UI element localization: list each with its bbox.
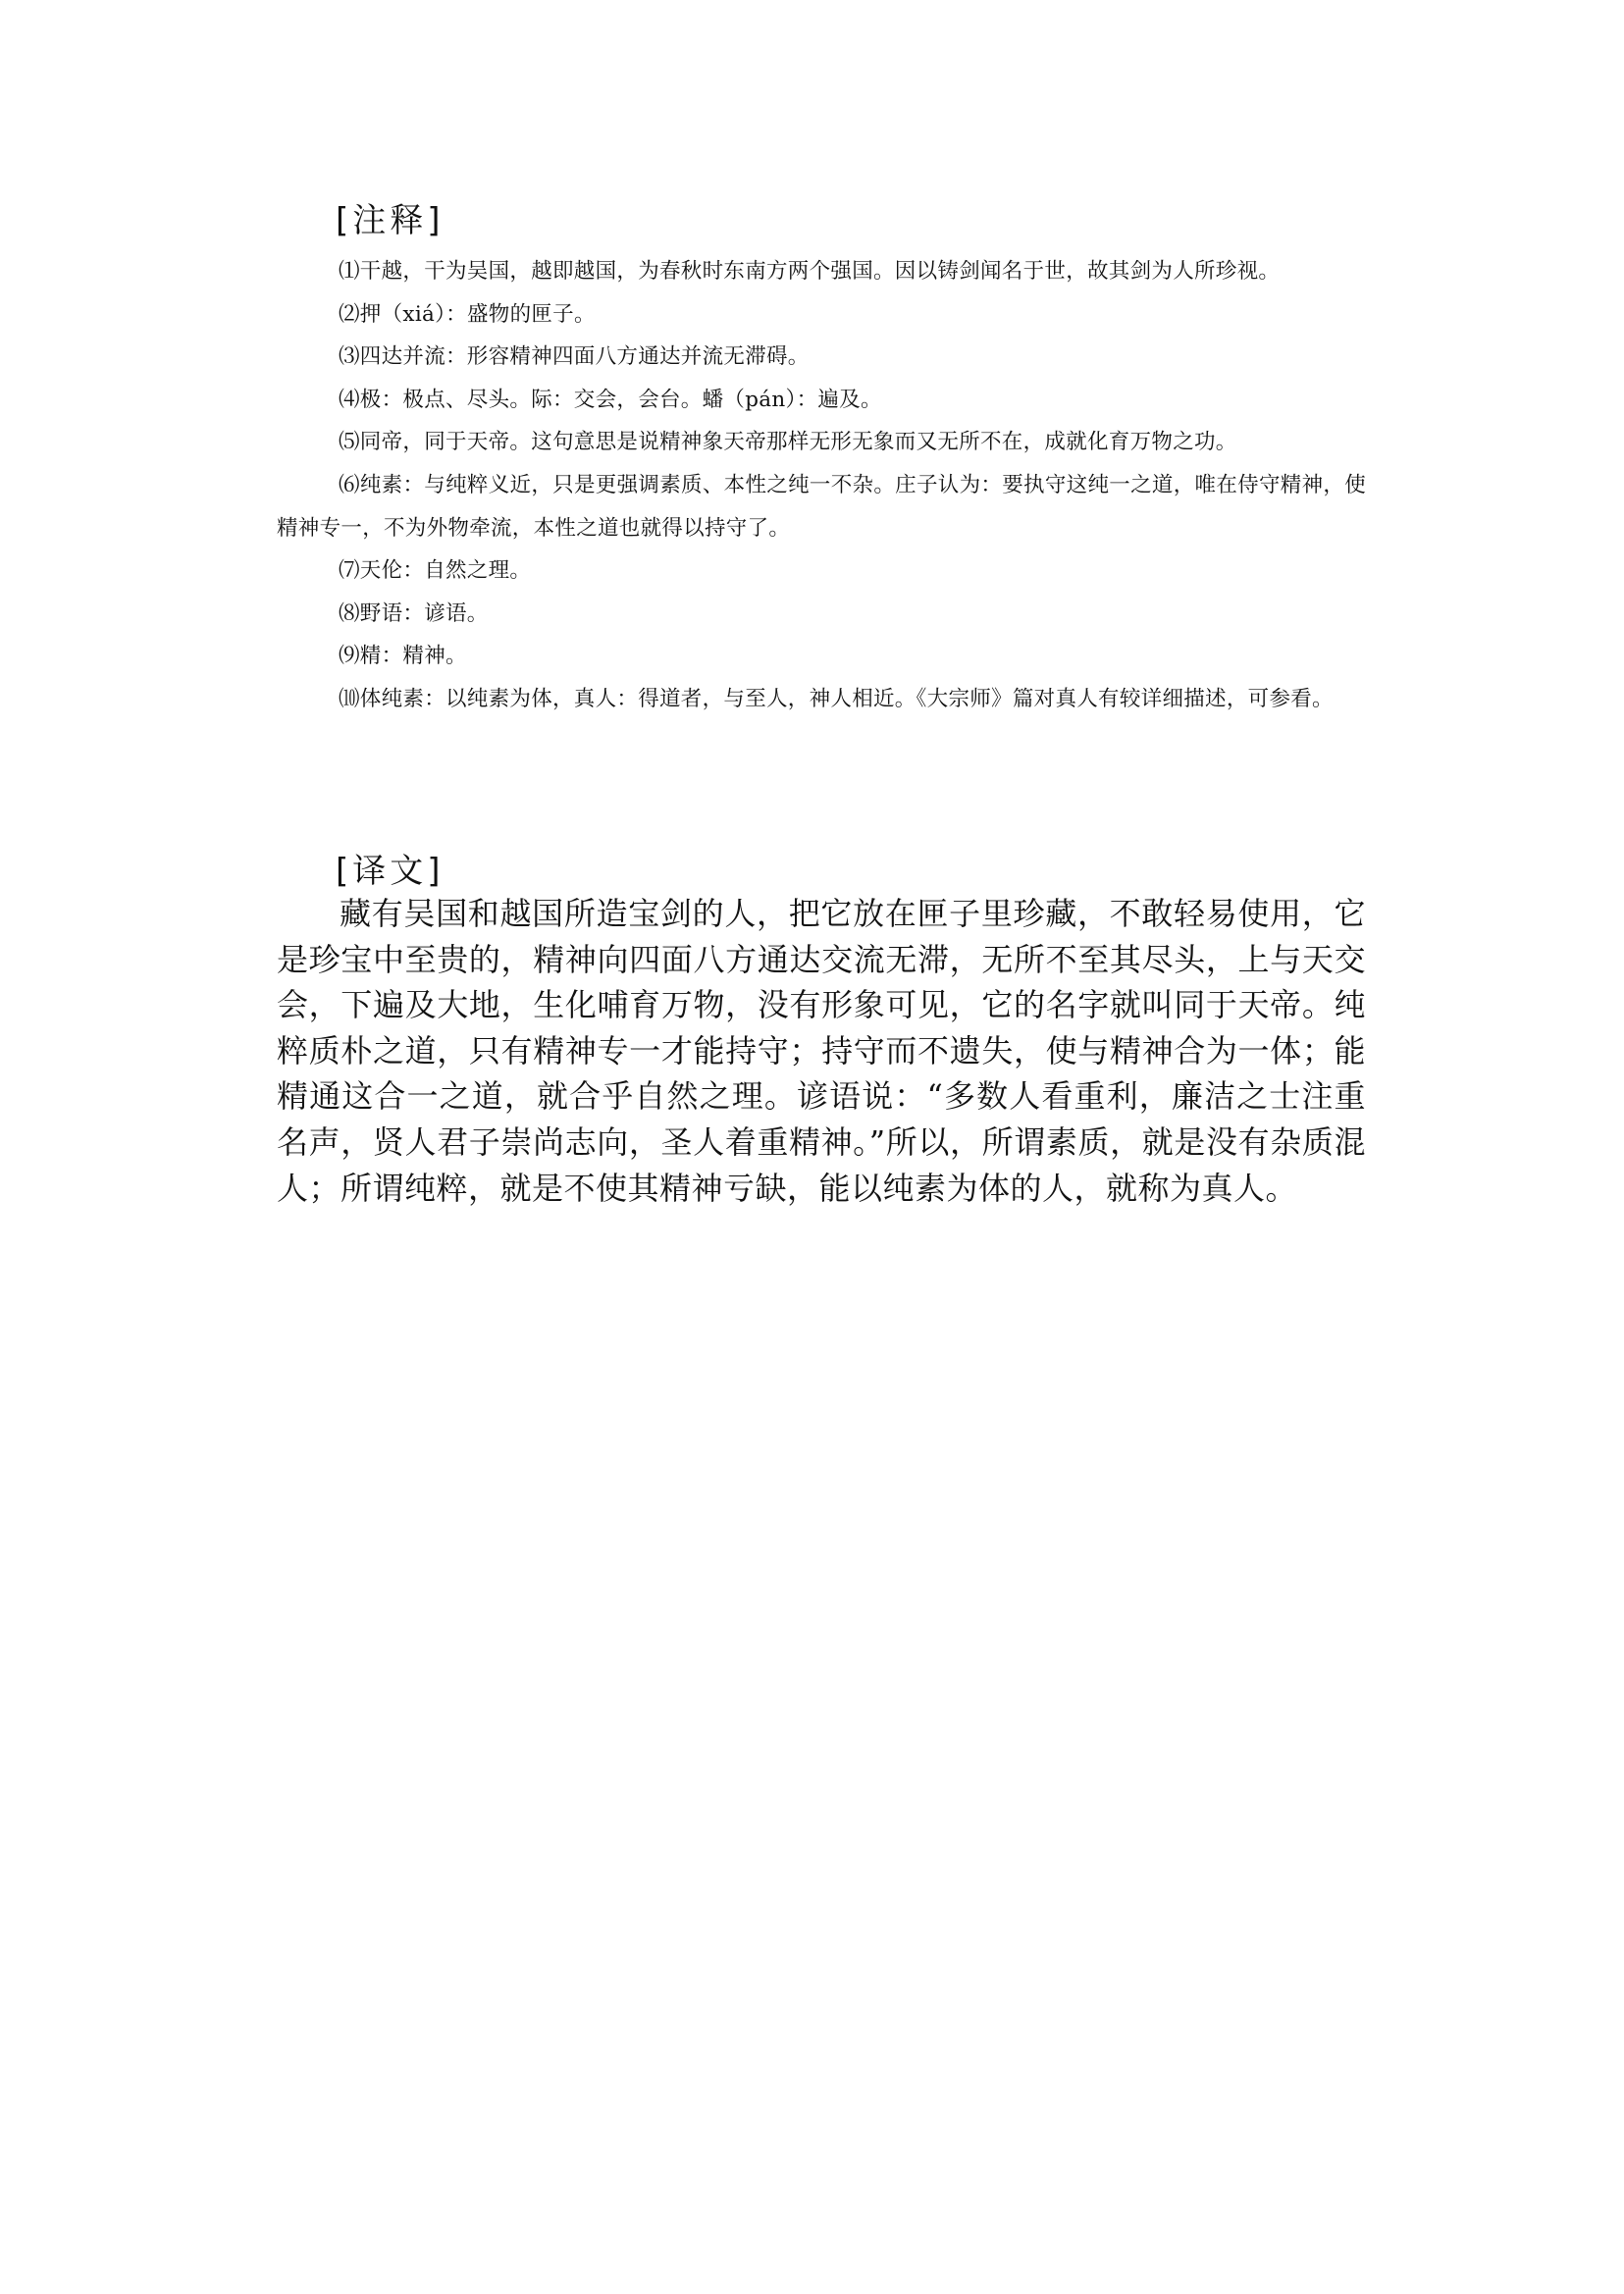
note-item: ⑻野语：谚语。: [339, 600, 489, 626]
translation-heading: [译文]: [336, 852, 445, 891]
notes-list: [277, 250, 1366, 721]
note-item: ⑵押（xiá）：盛物的匣子。: [339, 301, 596, 327]
note-item: ⑷极：极点、尽头。际：交会，会台。蟠（pán）：遍及。: [339, 387, 882, 412]
note-item: ⑺天伦：自然之理。: [339, 558, 532, 584]
note-item: ⑼精：精神。: [339, 644, 467, 669]
note-item: ⑴干越，干为吴国，越即越国，为春秋时东南方两个强国。因以铸剑闻名于世，故其剑为人所珍视。: [339, 259, 1281, 284]
notes-heading: [注释]: [336, 201, 445, 240]
note-item: ⑹纯素：与纯粹义近，只是更强调素质、本性之纯一不杂。庄子认为：要执守这纯一之道，唯在侍守精神，使精神专一，不为外物牵流，本性之道也就得以持守了。: [277, 472, 1366, 541]
translation-paragraph: 藏有吴国和越国所造宝剑的人，把它放在匣子里珍藏，不敢轻易使用，它是珍宝中至贵的，精神向四面八方通达交流无滞，无所不至其尽头，上与天交会，下遍及大地，生化哺育万物，没有形象可见，它的名字就叫同于天帝。纯粹质朴之道，只有精神专一才能持守；持守而不遗失，使与精神合为一体；能精通这合一之道，就合乎自然之理。谚语说：“多数人看重利，廉洁之士注重名声，贤人君子崇尚志向，圣人着重精神。”所以，所谓素质，就是没有杂质混人；所谓纯粹，就是不使其精神亏缺，能以纯素为体的人，就称为真人。: [277, 895, 1366, 1207]
translation-body: [277, 891, 1366, 1211]
note-item: ⑶四达并流：形容精神四面八方通达并流无滞碍。: [339, 344, 810, 370]
note-item: ⑽体纯素：以纯素为体，真人：得道者，与至人，神人相近。《大宗师》篇对真人有较详细描述，可参看。: [339, 686, 1334, 711]
note-item: ⑸同帝，同于天帝。这句意思是说精神象天帝那样无形无象而又无所不在，成就化育万物之功。: [339, 430, 1237, 455]
